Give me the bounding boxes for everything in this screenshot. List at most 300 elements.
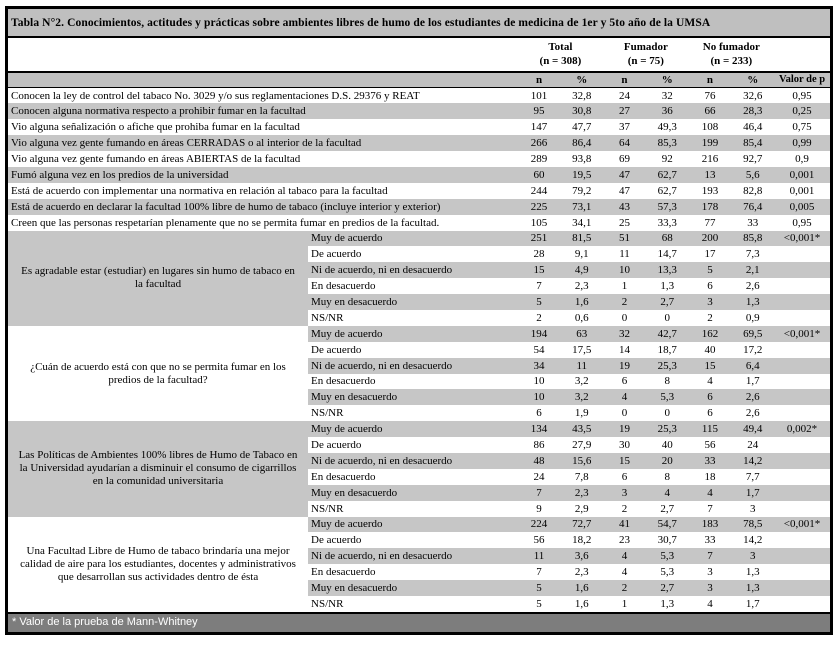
value-cell: 18,2 <box>572 534 592 547</box>
value-cell: 2,3 <box>574 566 589 579</box>
category-cell: Ni de acuerdo, ni en desacuerdo <box>308 548 518 564</box>
col-header-n1: n <box>518 72 561 88</box>
value-cell: 28 <box>533 248 545 261</box>
table-row <box>8 88 830 104</box>
value-cell: 183 <box>689 517 732 533</box>
value-cell: 24 <box>533 470 545 483</box>
value-cell: 49,4 <box>731 421 774 437</box>
value-cell: 86,4 <box>560 135 603 151</box>
p-value-cell: 0,75 <box>792 121 812 134</box>
value-cell: 18,7 <box>657 343 677 356</box>
value-cell: 86 <box>533 439 545 452</box>
value-cell: 23 <box>618 534 630 547</box>
value-cell: 7 <box>689 548 732 564</box>
col-group-total <box>518 38 603 72</box>
value-cell: 56 <box>533 534 545 547</box>
value-cell: 5,3 <box>646 548 689 564</box>
p-value-cell <box>774 246 830 262</box>
p-value-cell <box>774 548 830 564</box>
value-cell: 76,4 <box>731 199 774 215</box>
value-cell: 25,3 <box>646 421 689 437</box>
value-cell: 4 <box>621 566 628 579</box>
p-value-cell <box>774 278 830 294</box>
value-cell: 43,5 <box>560 421 603 437</box>
value-cell: 37 <box>618 121 630 134</box>
value-cell: 14,2 <box>743 534 763 547</box>
value-cell: 5,3 <box>660 566 675 579</box>
value-cell: 34,1 <box>572 216 592 229</box>
value-cell: 2,1 <box>731 262 774 278</box>
value-cell: 43 <box>603 199 646 215</box>
value-cell: 224 <box>518 517 561 533</box>
p-value-cell <box>774 564 830 580</box>
value-cell: 25,3 <box>646 358 689 374</box>
category-cell: De acuerdo <box>311 534 362 547</box>
value-cell: 1,3 <box>731 294 774 310</box>
value-cell: 47,7 <box>572 121 592 134</box>
value-cell: 10 <box>518 389 561 405</box>
value-cell: 2 <box>603 294 646 310</box>
table-row <box>8 517 830 533</box>
value-cell: 64 <box>603 135 646 151</box>
value-cell: 40 <box>661 439 673 452</box>
value-cell: 5 <box>518 294 561 310</box>
value-cell: 81,5 <box>560 231 603 247</box>
category-cell: De acuerdo <box>311 248 362 261</box>
value-cell: 13 <box>689 167 732 183</box>
value-cell: 32 <box>661 89 673 102</box>
value-cell: 73,1 <box>560 199 603 215</box>
value-cell: 11 <box>619 248 630 261</box>
value-cell: 3 <box>731 548 774 564</box>
value-cell: 4 <box>707 375 713 388</box>
value-cell: 4 <box>646 485 689 501</box>
category-cell: Muy en desacuerdo <box>308 294 518 310</box>
table-row <box>8 215 830 231</box>
p-value-cell: 0,99 <box>774 135 830 151</box>
category-cell: Muy de acuerdo <box>308 326 518 342</box>
p-value-cell <box>774 374 830 390</box>
value-cell: 199 <box>689 135 732 151</box>
value-cell: 15 <box>689 358 732 374</box>
value-cell: 6 <box>621 470 628 483</box>
value-cell: 33 <box>747 216 759 229</box>
value-cell: 4 <box>603 548 646 564</box>
p-value-cell: 0,005 <box>774 199 830 215</box>
value-cell: 3 <box>689 580 732 596</box>
value-cell: 1,6 <box>574 597 589 610</box>
col-header-pct2: % <box>646 72 689 88</box>
value-cell: 34 <box>518 358 561 374</box>
value-cell: 3,6 <box>560 548 603 564</box>
value-cell: 1,7 <box>745 597 760 610</box>
value-cell: 77 <box>704 216 716 229</box>
value-cell: 69 <box>618 153 630 165</box>
col-header-pct3: % <box>731 72 774 88</box>
col-group-fumador-label: Fumador <box>623 41 668 53</box>
value-cell: 7 <box>536 280 542 293</box>
value-cell: 101 <box>530 89 548 102</box>
value-cell: 85,8 <box>731 231 774 247</box>
value-cell: 11 <box>560 358 603 374</box>
value-cell: 15 <box>518 262 561 278</box>
value-cell: 30,8 <box>560 103 603 119</box>
category-cell: NS/NR <box>311 407 344 420</box>
value-cell: 68 <box>646 231 689 247</box>
value-cell: 266 <box>518 135 561 151</box>
value-cell: 40 <box>704 343 716 356</box>
question-cell: Está de acuerdo con implementar una normativa en relación al tabaco para la facultad <box>11 184 388 197</box>
table-row <box>8 103 830 119</box>
p-value-cell <box>774 342 830 358</box>
category-cell: Ni de acuerdo, ni en desacuerdo <box>308 262 518 278</box>
value-cell: 0 <box>664 407 670 420</box>
table-title: Tabla N°2. Conocimientos, actitudes y prácticas sobre ambientes libres de humo de los estudiantes de medicina de 1er y 5to año de la UMSA <box>8 9 830 38</box>
value-cell: 147 <box>530 121 548 134</box>
value-cell: 93,8 <box>572 153 592 165</box>
question-cell: Fumó alguna vez en los predios de la universidad <box>8 167 518 183</box>
p-value-cell: 0,001 <box>774 167 830 183</box>
category-cell: En desacuerdo <box>311 470 376 483</box>
value-cell: 7 <box>707 502 713 515</box>
value-cell: 108 <box>701 121 719 134</box>
col-header-n3: n <box>689 72 732 88</box>
value-cell: 48 <box>518 453 561 469</box>
p-value-cell: 0,25 <box>774 103 830 119</box>
value-cell: 7,7 <box>745 470 760 483</box>
value-cell: 5,3 <box>646 389 689 405</box>
value-cell: 36 <box>646 103 689 119</box>
value-cell: 92,7 <box>743 153 763 165</box>
value-cell: 19 <box>603 358 646 374</box>
value-cell: 251 <box>518 231 561 247</box>
value-cell: 20 <box>646 453 689 469</box>
value-cell: 7,3 <box>745 248 760 261</box>
value-cell: 18 <box>704 470 716 483</box>
data-table <box>8 38 830 612</box>
value-cell: 56 <box>704 439 716 452</box>
category-cell: De acuerdo <box>311 343 362 356</box>
value-cell: 13,3 <box>646 262 689 278</box>
category-cell: En desacuerdo <box>311 280 376 293</box>
p-value-cell: <0,001* <box>774 231 830 247</box>
value-cell: 2,3 <box>560 485 603 501</box>
category-cell: Ni de acuerdo, ni en desacuerdo <box>308 453 518 469</box>
value-cell: 24 <box>618 89 630 102</box>
value-cell: 1,3 <box>731 580 774 596</box>
value-cell: 47 <box>603 167 646 183</box>
table-frame <box>5 6 833 635</box>
value-cell: 51 <box>603 231 646 247</box>
p-value-cell <box>774 405 830 421</box>
value-cell: 10 <box>603 262 646 278</box>
value-cell: 200 <box>689 231 732 247</box>
value-cell: 1,6 <box>560 294 603 310</box>
value-cell: 178 <box>689 199 732 215</box>
col-group-nofumador-label: No fumador <box>702 41 760 53</box>
value-cell: 2,6 <box>731 389 774 405</box>
value-cell: 49,3 <box>657 121 677 134</box>
p-value-cell <box>774 310 830 326</box>
p-value-cell: <0,001* <box>774 517 830 533</box>
value-cell: 2,7 <box>660 502 675 515</box>
value-cell: 0 <box>621 311 628 324</box>
p-value-cell <box>774 580 830 596</box>
value-cell: 3 <box>749 502 756 515</box>
p-value-cell: 0,002* <box>774 421 830 437</box>
value-cell: 2,3 <box>574 280 589 293</box>
value-cell: 2 <box>603 580 646 596</box>
value-cell: 105 <box>530 216 548 229</box>
value-cell: 54,7 <box>646 517 689 533</box>
value-cell: 4,9 <box>560 262 603 278</box>
value-cell: 32,6 <box>743 89 763 102</box>
p-value-cell <box>774 501 830 517</box>
p-value-cell <box>774 389 830 405</box>
group-label-cell: ¿Cuán de acuerdo está con que no se permita fumar en los predios de la facultad? <box>8 326 308 421</box>
value-cell: 62,7 <box>657 184 677 197</box>
category-cell: NS/NR <box>311 311 344 324</box>
value-cell: 9,1 <box>574 248 589 261</box>
question-cell: Conocen alguna normativa respecto a prohibir fumar en la facultad <box>8 103 518 119</box>
value-cell: 115 <box>689 421 732 437</box>
value-cell: 14,2 <box>731 453 774 469</box>
category-cell: De acuerdo <box>311 439 362 452</box>
value-cell: 69,5 <box>731 326 774 342</box>
category-cell: Muy de acuerdo <box>308 517 518 533</box>
value-cell: 17,2 <box>743 343 763 356</box>
value-cell: 78,5 <box>731 517 774 533</box>
value-cell: 0 <box>664 311 670 324</box>
value-cell: 30,7 <box>657 534 677 547</box>
value-cell: 2 <box>621 502 628 515</box>
value-cell: 244 <box>530 184 548 197</box>
value-cell: 82,8 <box>743 184 763 197</box>
value-cell: 11 <box>518 548 561 564</box>
value-cell: 289 <box>530 153 548 165</box>
value-cell: 46,4 <box>743 121 763 134</box>
value-cell: 15,6 <box>560 453 603 469</box>
p-value-cell <box>774 532 830 548</box>
value-cell: 8 <box>664 375 670 388</box>
value-cell: 19 <box>603 421 646 437</box>
value-cell: 27,9 <box>572 439 592 452</box>
value-cell: 216 <box>701 153 719 165</box>
value-cell: 19,5 <box>560 167 603 183</box>
value-cell: 14,7 <box>657 248 677 261</box>
p-value-cell <box>774 294 830 310</box>
category-cell: Ni de acuerdo, ni en desacuerdo <box>308 358 518 374</box>
value-cell: 6 <box>621 375 628 388</box>
value-cell: 33,3 <box>657 216 677 229</box>
value-cell: 1,7 <box>731 485 774 501</box>
p-value-cell: 0,001 <box>789 184 815 197</box>
category-cell: Muy en desacuerdo <box>308 580 518 596</box>
value-cell: 95 <box>518 103 561 119</box>
p-value-cell: 0,95 <box>792 216 812 229</box>
category-cell: En desacuerdo <box>311 375 376 388</box>
value-cell: 7 <box>518 485 561 501</box>
value-cell: 6,4 <box>731 358 774 374</box>
value-cell: 17 <box>704 248 716 261</box>
p-value-cell <box>774 596 830 612</box>
p-value-cell <box>774 262 830 278</box>
category-cell: Muy en desacuerdo <box>308 485 518 501</box>
table-row <box>8 151 830 167</box>
question-cell: Está de acuerdo en declarar la facultad 100% libre de humo de tabaco (incluye interior y exterior) <box>8 199 518 215</box>
p-value-cell <box>774 485 830 501</box>
col-group-nofumador-n: (n = 233) <box>710 54 753 67</box>
p-value-cell: 0,9 <box>795 153 809 165</box>
value-cell: 0,9 <box>745 311 760 324</box>
category-cell: NS/NR <box>311 597 344 610</box>
table-footnote: * Valor de la prueba de Mann-Whitney <box>8 612 830 632</box>
value-cell: 225 <box>518 199 561 215</box>
value-cell: 76 <box>704 89 716 102</box>
table-row <box>8 231 830 247</box>
value-cell: 193 <box>701 184 719 197</box>
question-cell: Vio alguna vez gente fumando en áreas CERRADAS o al interior de la facultad <box>8 135 518 151</box>
value-cell: 0,6 <box>574 311 589 324</box>
table-row <box>8 135 830 151</box>
value-cell: 63 <box>560 326 603 342</box>
category-cell: En desacuerdo <box>311 566 376 579</box>
col-header-pct1: % <box>560 72 603 88</box>
value-cell: 6 <box>707 407 713 420</box>
value-cell: 4 <box>689 485 732 501</box>
value-cell: 32 <box>603 326 646 342</box>
value-cell: 32,8 <box>572 89 592 102</box>
value-cell: 6 <box>689 389 732 405</box>
value-cell: 2,7 <box>646 294 689 310</box>
category-cell: NS/NR <box>311 502 344 515</box>
table-row <box>8 119 830 135</box>
value-cell: 92 <box>661 153 673 165</box>
col-group-fumador <box>603 38 688 72</box>
value-cell: 4 <box>707 597 713 610</box>
header-group-row <box>8 38 830 72</box>
value-cell: 33 <box>689 453 732 469</box>
value-cell: 2 <box>536 311 542 324</box>
p-value-cell <box>774 453 830 469</box>
subheader-spacer <box>8 72 518 88</box>
value-cell: 2,6 <box>745 280 760 293</box>
value-cell: 24 <box>747 439 759 452</box>
question-cell: Vio alguna vez gente fumando en áreas ABIERTAS de la facultad <box>11 153 301 165</box>
group-label-cell: Las Políticas de Ambientes 100% libres de Humo de Tabaco en la Universidad ayudarían a disminuir el consumo de cigarrillos en la comunidad universitaria <box>8 421 308 516</box>
header-sub-row <box>8 72 830 88</box>
value-cell: 41 <box>603 517 646 533</box>
value-cell: 85,3 <box>646 135 689 151</box>
value-cell: 194 <box>518 326 561 342</box>
value-cell: 33 <box>704 534 716 547</box>
group-label-cell: Es agradable estar (estudiar) en lugares sin humo de tabaco en la facultad <box>8 231 308 326</box>
value-cell: 42,7 <box>646 326 689 342</box>
value-cell: 3,2 <box>560 389 603 405</box>
value-cell: 85,4 <box>731 135 774 151</box>
value-cell: 17,5 <box>572 343 592 356</box>
category-cell: Muy de acuerdo <box>308 421 518 437</box>
value-cell: 62,7 <box>646 167 689 183</box>
table-row <box>8 167 830 183</box>
header-spacer-p <box>774 38 830 72</box>
value-cell: 1 <box>621 597 628 610</box>
col-header-pvalue: Valor de p <box>774 72 830 88</box>
value-cell: 1,3 <box>745 566 760 579</box>
value-cell: 5,6 <box>731 167 774 183</box>
value-cell: 4 <box>603 389 646 405</box>
value-cell: 60 <box>518 167 561 183</box>
value-cell: 1,3 <box>660 280 675 293</box>
col-header-n2: n <box>603 72 646 88</box>
value-cell: 1,9 <box>574 407 589 420</box>
value-cell: 3,2 <box>574 375 589 388</box>
col-group-nofumador <box>689 38 774 72</box>
value-cell: 9 <box>536 502 542 515</box>
value-cell: 7,8 <box>574 470 589 483</box>
value-cell: 2,7 <box>646 580 689 596</box>
table-row <box>8 421 830 437</box>
value-cell: 57,3 <box>646 199 689 215</box>
p-value-cell: <0,001* <box>774 326 830 342</box>
p-value-cell: 0,95 <box>792 89 812 102</box>
value-cell: 25 <box>618 216 630 229</box>
value-cell: 72,7 <box>560 517 603 533</box>
value-cell: 3 <box>689 294 732 310</box>
value-cell: 1,3 <box>660 597 675 610</box>
value-cell: 3 <box>603 485 646 501</box>
table-header <box>8 38 830 88</box>
col-group-fumador-n: (n = 75) <box>627 54 664 67</box>
table-row <box>8 199 830 215</box>
table-row <box>8 326 830 342</box>
question-cell: Conocen la ley de control del tabaco No. 3029 y/o sus reglamentaciones D.S. 29376 y REAT <box>11 89 420 102</box>
table-row <box>8 183 830 199</box>
category-cell: Muy en desacuerdo <box>308 389 518 405</box>
value-cell: 0 <box>621 407 628 420</box>
value-cell: 2,6 <box>745 407 760 420</box>
col-group-total-n: (n = 308) <box>539 54 582 67</box>
value-cell: 30 <box>618 439 630 452</box>
value-cell: 15 <box>603 453 646 469</box>
value-cell: 1 <box>621 280 628 293</box>
value-cell: 14 <box>618 343 630 356</box>
value-cell: 2,9 <box>574 502 589 515</box>
group-label-cell: Una Facultad Libre de Humo de tabaco brindaría una mejor calidad de aire para los estudiantes, docentes y administrativos que desarrollan sus actividades dentro de ésta <box>8 517 308 612</box>
value-cell: 1,7 <box>745 375 760 388</box>
value-cell: 5 <box>518 580 561 596</box>
value-cell: 28,3 <box>731 103 774 119</box>
value-cell: 8 <box>664 470 670 483</box>
value-cell: 1,6 <box>560 580 603 596</box>
value-cell: 7 <box>536 566 542 579</box>
value-cell: 47 <box>618 184 630 197</box>
question-cell: Vio alguna señalización o afiche que prohiba fumar en la facultad <box>11 121 300 134</box>
table-body <box>8 88 830 612</box>
value-cell: 27 <box>603 103 646 119</box>
value-cell: 134 <box>518 421 561 437</box>
p-value-cell <box>774 469 830 485</box>
p-value-cell <box>774 437 830 453</box>
value-cell: 5 <box>689 262 732 278</box>
value-cell: 66 <box>689 103 732 119</box>
value-cell: 162 <box>689 326 732 342</box>
p-value-cell <box>774 358 830 374</box>
value-cell: 5 <box>536 597 542 610</box>
question-cell: Creen que las personas respetarían plenamente que no se permita fumar en predios de la facultad. <box>11 216 440 229</box>
col-group-total-label: Total <box>548 41 573 53</box>
value-cell: 79,2 <box>572 184 592 197</box>
